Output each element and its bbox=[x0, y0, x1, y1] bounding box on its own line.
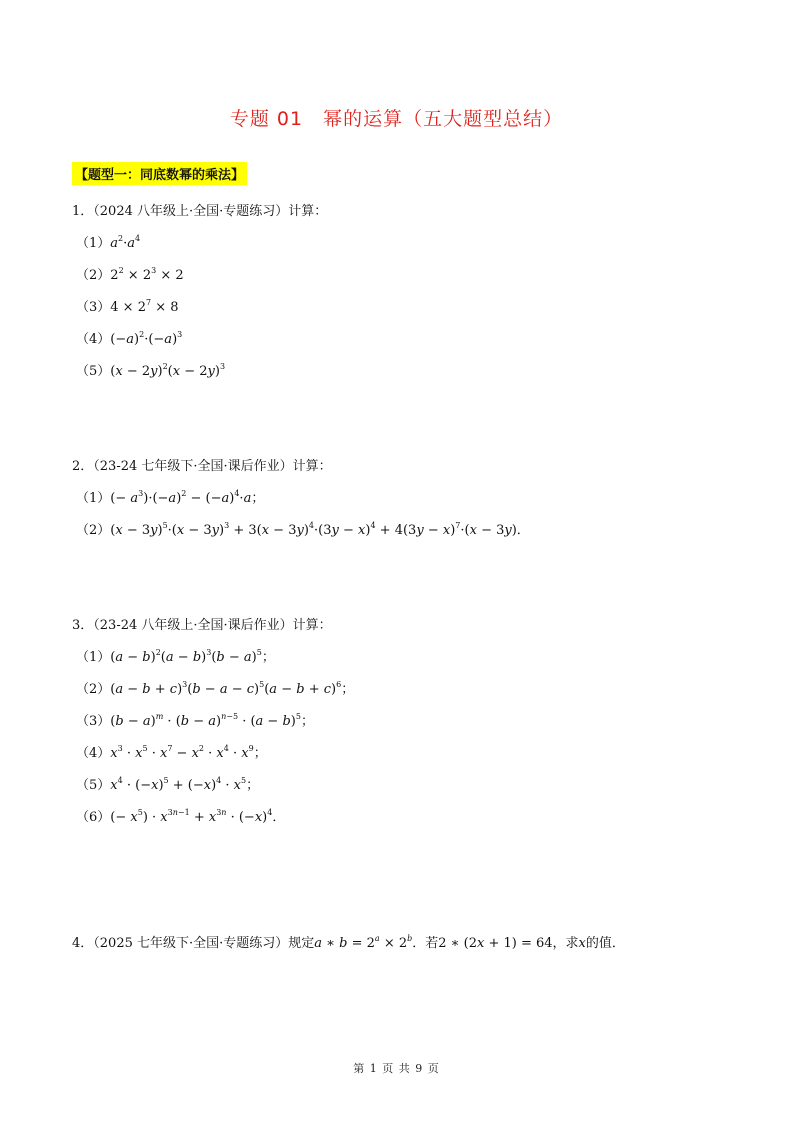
question-3-item-4: $(4)x^3 \cdot x^5 \cdot x^7 - x^2 \cdot x^4 \cdot x^9$； bbox=[76, 744, 267, 761]
question-1-item-1: $(1)a^2\cdot a^4$ bbox=[76, 234, 141, 251]
page-footer: 第 1 页 共 9 页 bbox=[353, 1062, 440, 1075]
question-1-item-2: $(2)2^2 \times 2^3 \times 2$ bbox=[76, 266, 184, 283]
question-3-heading: 3．（23-24 八年级上·全国·课后作业）计算： bbox=[72, 618, 332, 633]
question-2-heading: 2．（23-24 七年级下·全国·课后作业）计算： bbox=[72, 459, 332, 474]
question-1-item-5: $(5)(x - 2y)^2(x - 2y)^3$ bbox=[76, 362, 226, 379]
question-3-item-1: $(1)(a - b)^2(a - b)^3(b - a)^5$； bbox=[76, 648, 275, 665]
question-1-heading: 1．（2024 八年级上·全国·专题练习）计算： bbox=[72, 204, 328, 219]
page-title: 专题 01 幂的运算（五大题型总结） bbox=[229, 108, 564, 130]
question-1-item-3: $(3)4 \times 2^7 \times 8$ bbox=[76, 298, 179, 315]
question-3-item-5: $(5)x^4 \cdot (-x)^5 + (-x)^4 \cdot x^5$； bbox=[76, 776, 260, 793]
question-3-item-6: $(6)(- x^5) \cdot x^{3n-1} + x^{3n} \cdot (-x)^4$． bbox=[76, 808, 286, 825]
question-4: 4．（2025 七年级下·全国·专题练习）规定a ∗ $b = 2^a \times 2^b$．若2 ∗ (2x + 1) = 64，求x的值． bbox=[72, 934, 625, 951]
question-1-item-4: $(4)(-a)^2\cdot(-a)^3$ bbox=[76, 330, 183, 347]
question-2-item-1: $(1)(- a^3)\cdot(-a)^2 - (-a)^4\cdot a$； bbox=[76, 489, 265, 506]
question-2-item-2: $(2)(x - 3y)^5\cdot(x - 3y)^3 + 3(x - 3y)^4\cdot(3y - x)^4 + 4(3y - x)^7\cdot(x - 3y)$． bbox=[76, 521, 530, 538]
section-heading-1: 【题型一：同底数幂的乘法】 bbox=[72, 162, 247, 185]
question-3-item-3: $(3)(b - a)^m \cdot (b - a)^{n-5} \cdot (a - b)^5$； bbox=[76, 712, 314, 729]
question-3-item-2: $(2)(a - b + c)^3(b - a - c)^5(a - b + c)^6$； bbox=[76, 680, 355, 697]
